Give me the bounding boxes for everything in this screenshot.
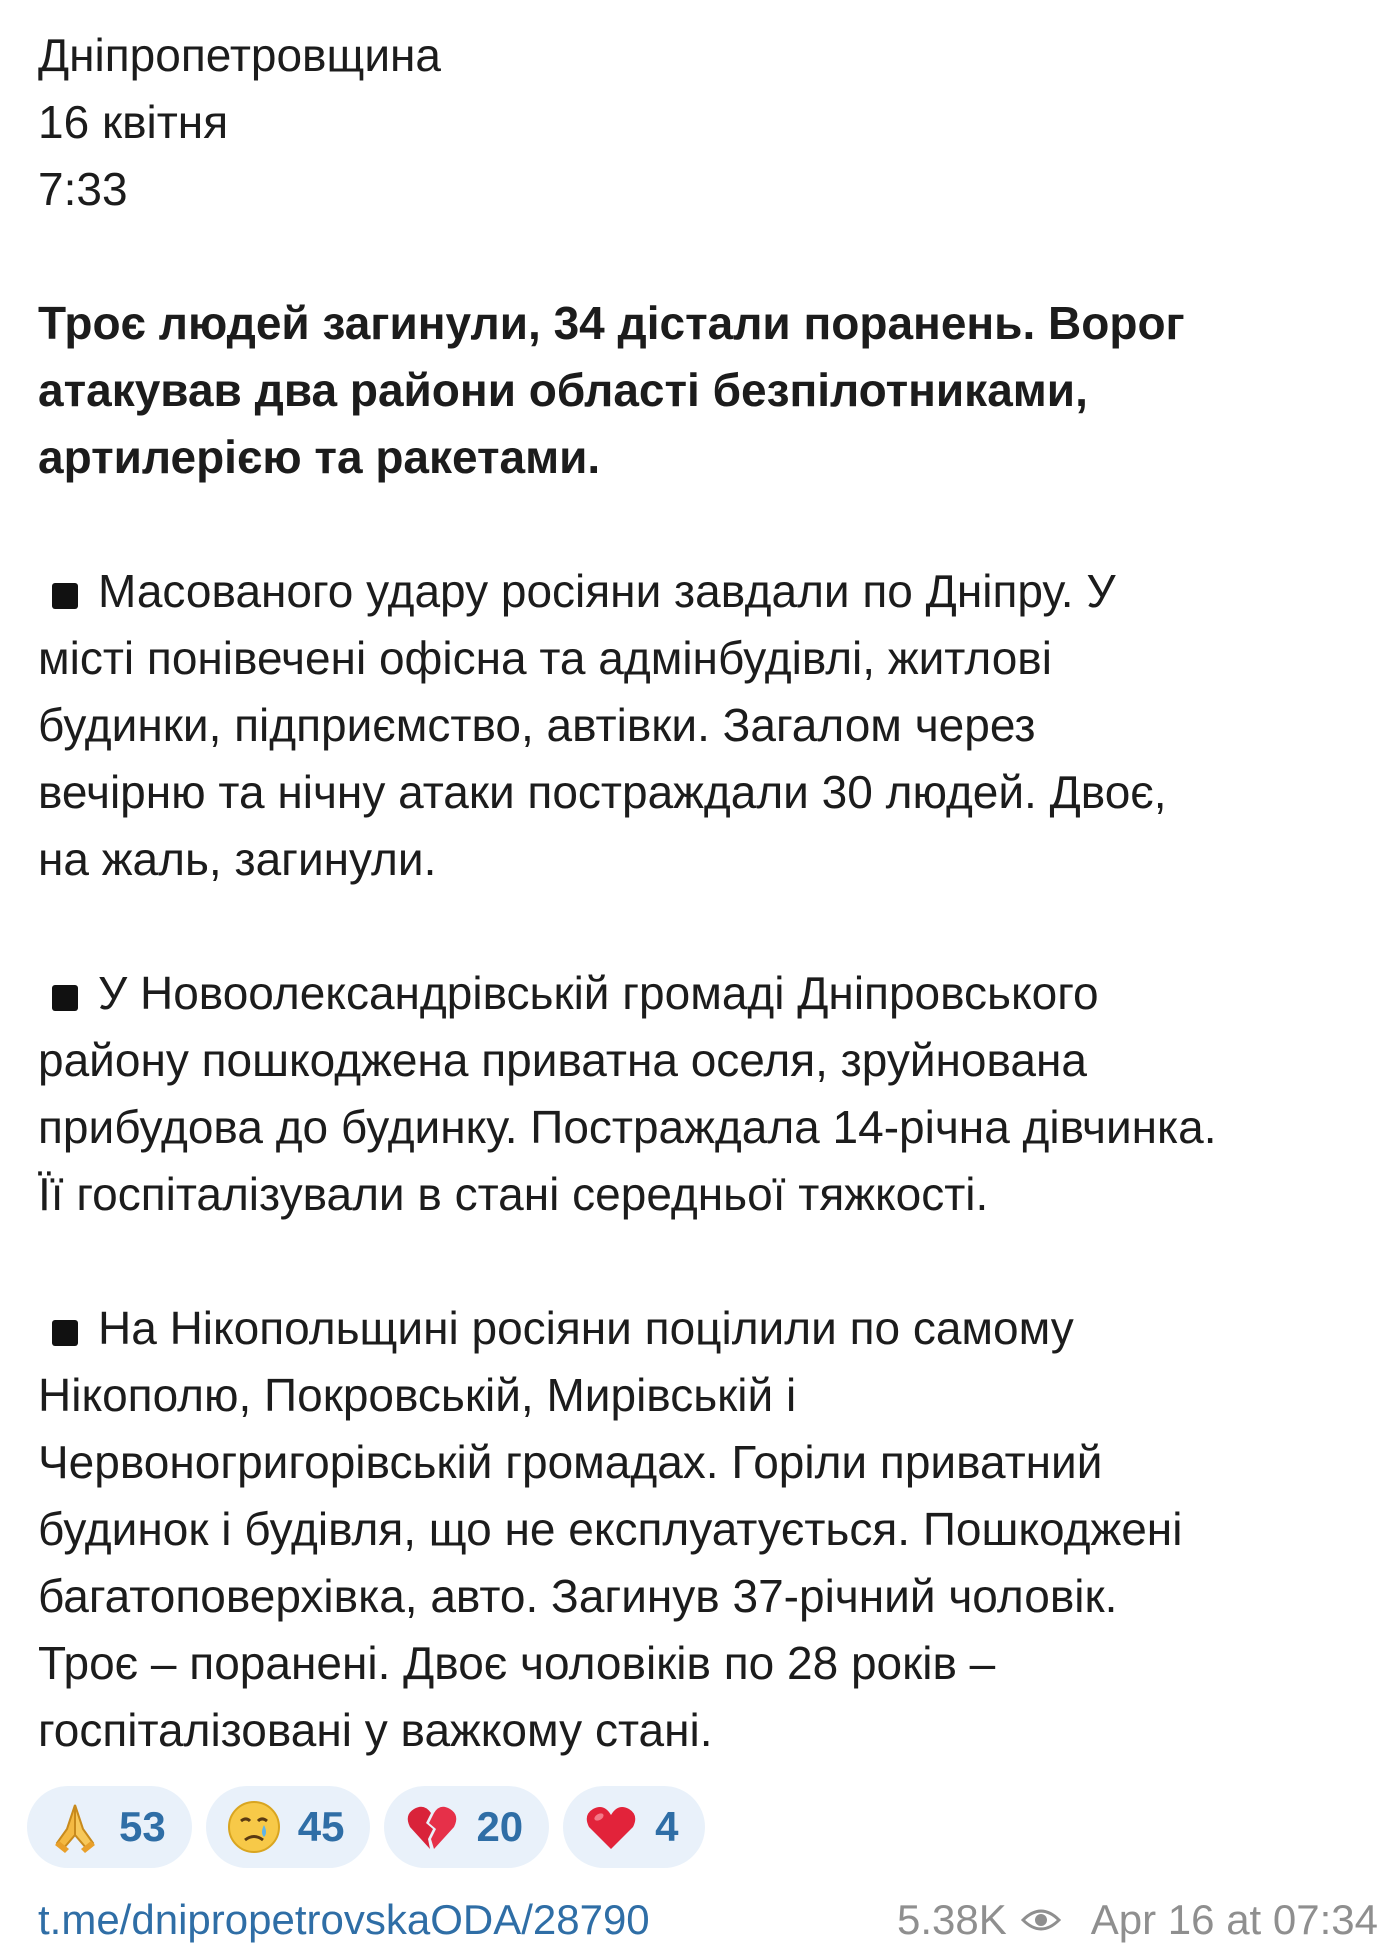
paragraph-3-line: госпіталізовані у важкому стані. [38,1704,713,1756]
message-meta [897,1896,1378,1944]
headline-line: артилерією та ракетами. [38,431,601,483]
reaction-red-heart[interactable] [563,1786,704,1868]
paragraph-1-line: на жаль, загинули. [38,833,437,885]
paragraph-3-line: Нікополю, Покровській, Мирівській і [38,1369,797,1421]
black-square-icon [52,583,78,609]
paragraph-2-line: У Новоолександрівській громаді Дніпровського [38,960,1378,1027]
paragraph-3-line: На Нікопольщині росіяни поцілили по самому [38,1295,1378,1362]
reactions-bar [27,1786,705,1868]
spacer [38,1228,1378,1295]
spacer [38,223,1378,290]
red-heart-icon [583,1799,639,1855]
reaction-count: 53 [119,1803,166,1850]
header-region: Дніпропетровщина [38,29,442,81]
paragraph-1-line: Масованого удару росіяни завдали по Дніпру. У [38,558,1378,625]
black-square-icon [52,1320,78,1346]
timestamp: Apr 16 at 07:34 [1090,1896,1378,1943]
paragraph-1-line: місті понівечені офісна та адмінбудівлі, житлові [38,632,1052,684]
broken-heart-icon [404,1799,460,1855]
headline-line: Троє людей загинули, 34 дістали поранень. Ворог [38,297,1185,349]
spacer [38,893,1378,960]
crying-face-icon [226,1799,282,1855]
paragraph-1-line: будинки, підприємство, автівки. Загалом через [38,699,1036,751]
header-date: 16 квітня [38,96,229,148]
paragraph-3-line: багатоповерхівка, авто. Загинув 37-річний чоловік. [38,1570,1118,1622]
paragraph-2-line: прибудова до будинку. Постраждала 14-річна дівчинка. [38,1101,1217,1153]
paragraph-3-line: Червоногригорівській громадах. Горіли приватний [38,1436,1103,1488]
reaction-count: 45 [297,1803,345,1850]
post-link[interactable]: t.me/dnipropetrovskaODA/28790 [38,1896,650,1943]
message-footer [38,1892,1378,1948]
views-count: 5.38K [897,1896,1007,1943]
paragraph-1-line: вечірню та нічну атаки постраждали 30 людей. Двоє, [38,766,1167,818]
paragraph-3-line: будинок і будівля, що не експлуатується. Пошкоджені [38,1503,1183,1555]
headline-line: атакував два райони області безпілотниками, [38,364,1088,416]
folded-hands-icon [47,1799,103,1855]
reaction-count: 4 [655,1803,679,1850]
paragraph-2-line: району пошкоджена приватна оселя, зруйнована [38,1034,1087,1086]
reaction-folded-hands[interactable] [27,1786,192,1868]
paragraph-2-line: Її госпіталізували в стані середньої тяжкості. [38,1168,989,1220]
reaction-broken-heart[interactable] [384,1786,549,1868]
message-body [38,22,1378,1764]
spacer [38,491,1378,558]
reaction-crying-face[interactable] [206,1786,371,1868]
black-square-icon [52,985,78,1011]
eye-icon [1021,1906,1061,1934]
header-time: 7:33 [38,163,128,215]
reaction-count: 20 [476,1803,524,1850]
paragraph-3-line: Троє – поранені. Двоє чоловіків по 28 років – [38,1637,996,1689]
